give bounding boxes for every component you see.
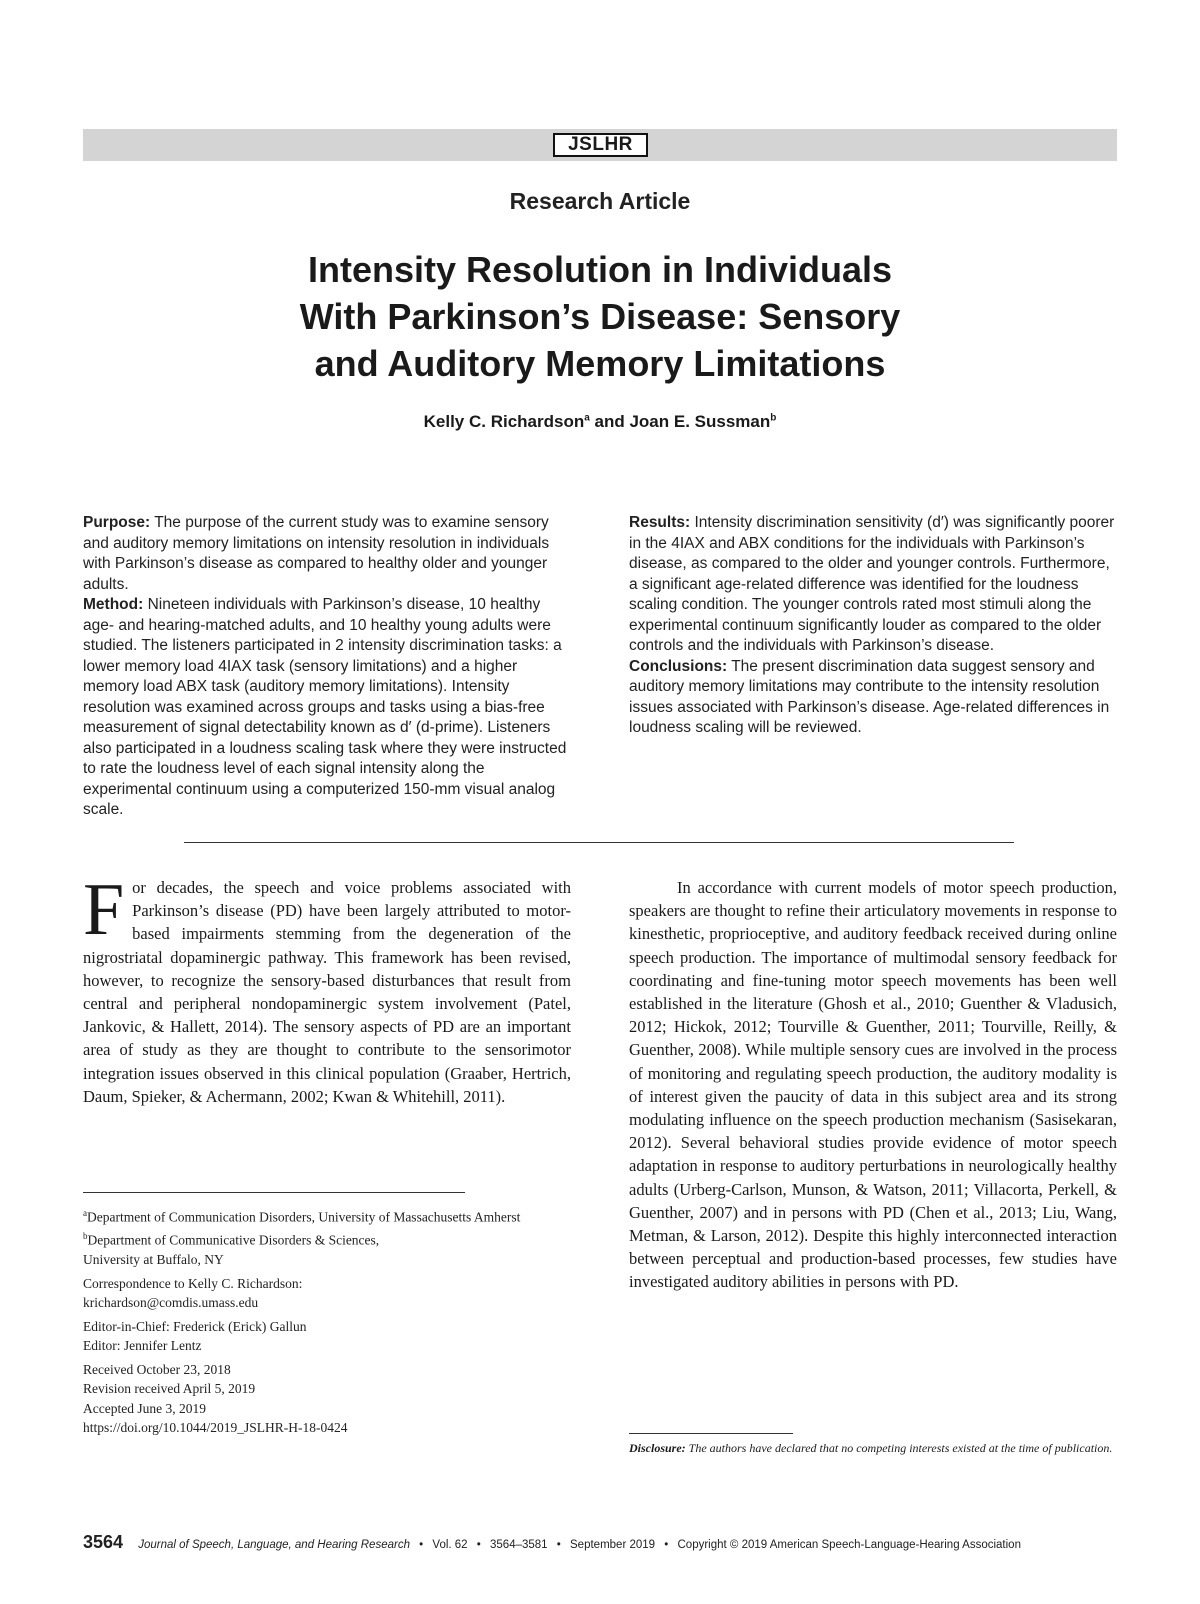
separator: • (664, 1539, 669, 1551)
abstract-text: Nineteen individuals with Parkinson’s disease, 10 healthy age- and hearing-matched adults, and 10 healthy young adults were studied. The listeners participated in 2 intensity discrimination tasks: a lower memory load 4IAX task (sensory limitations) and a higher memory load ABX task (auditory memory limitations). Intensity resolution was examined across groups and tasks using a bias-free measurement of signal detectability known as d′ (d-prime). Listeners also participated in a loudness scaling task where they were instructed to rate the loudness level of each signal intensity along the experimental continuum using a computerized 150-mm visual analog scale. (83, 596, 567, 818)
author-name: Joan E. Sussman (629, 412, 771, 431)
title-line: With Parkinson’s Disease: Sensory (299, 296, 901, 337)
journal-name: Journal of Speech, Language, and Hearing Research (138, 1539, 410, 1551)
abstract-label: Method: (83, 596, 144, 613)
disclosure-label: Disclosure: (629, 1441, 686, 1455)
copyright: Copyright © 2019 American Speech-Language-Hearing Association (677, 1539, 1021, 1551)
disclosure (629, 1440, 1117, 1457)
publication-date: September 2019 (570, 1539, 656, 1551)
correspondence-email[interactable]: krichardson@comdis.umass.edu (83, 1295, 259, 1310)
drop-cap: F (83, 869, 125, 951)
title-line: Intensity Resolution in Individuals (307, 249, 893, 290)
title-line: and Auditory Memory Limitations (314, 343, 886, 384)
affiliation-marker: b (770, 412, 777, 424)
abstract-right-column (629, 513, 1117, 739)
abstract-results (629, 513, 1117, 657)
article-type: Research Article (509, 188, 691, 214)
disclosure-text: The authors have declared that no competing interests existed at the time of publication. (685, 1441, 1113, 1455)
abstract-label: Purpose: (83, 514, 151, 531)
revision-date: Revision received April 5, 2019 (83, 1381, 256, 1396)
separator: • (419, 1539, 424, 1551)
disclosure-divider (629, 1433, 793, 1434)
article-title (180, 246, 1020, 387)
author-conjunction: and (589, 412, 630, 431)
abstract-conclusions (629, 657, 1117, 739)
abstract-divider (184, 842, 1014, 843)
page-number: 3564 (83, 1532, 124, 1552)
separator: • (476, 1539, 481, 1551)
affiliation-marker: a (584, 412, 590, 424)
abstract-purpose (83, 513, 571, 595)
volume: Vol. 62 (432, 1539, 468, 1551)
author-list (0, 412, 1200, 432)
correspondence: Correspondence to Kelly C. Richardson: (83, 1275, 303, 1291)
abstract-left-column (83, 513, 571, 883)
abstract-label: Conclusions: (629, 657, 728, 675)
affiliation-b-line2: University at Buffalo, NY (83, 1252, 224, 1267)
received-date: Received October 23, 2018 (83, 1361, 231, 1377)
accepted-date: Accepted June 3, 2019 (83, 1400, 206, 1416)
abstract-text: The present discrimination data suggest sensory and auditory memory limitations may contribute to the intensity resolution issues associated with Parkinson’s disease. Age-related differences in loudness scaling will be reviewed. (629, 657, 1110, 736)
body-paragraph (83, 869, 571, 1108)
page-footer (83, 1532, 1123, 1553)
body-paragraph: In accordance with current models of motor speech production, speakers are thought to refine their articulatory movements in response to kinesthetic, proprioceptive, and auditory feedback received during online speech production. The importance of multimodal sensory feedback for coordinating and fine-tuning motor speech movements has been well established in the literature (Ghosh et al., 2010; Guenther & Vladusich, 2012; Hickok, 2012; Tourville & Guenther, 2011; Tourville, Reilly, & Guenther, 2008). While multiple sensory cues are involved in the process of monitoring and regulating speech production, the auditory modality is of interest given the paucity of data in this subject area and its strong modulating influence on the speech production mechanism (Sasisekaran, 2012). Several behavioral studies provide evidence of motor speech adaptation in response to auditory perturbations in neurologically healthy adults (Urberg-Carlson, Munson, & Watson, 2011; Villacorta, Perkell, & Guenther, 2007) and in persons with PD (Chen et al., 2013; Liu, Wang, Metman, & Larson, 2012). Despite this highly interconnected interaction between perceptual and production-based processes, few studies have investigated auditory abilities in persons with PD. (629, 878, 1117, 1292)
author-name: Kelly C. Richardson (423, 412, 585, 431)
affiliation-text: Department of Communication Disorders, University of Massachusetts Amherst (87, 1209, 521, 1225)
affiliation-a (83, 1204, 583, 1227)
body-right-column (629, 876, 1117, 1294)
separator: • (556, 1539, 561, 1551)
affiliation-b (83, 1227, 583, 1250)
affiliation-text: Department of Communicative Disorders & Sciences, (87, 1232, 380, 1248)
editor-in-chief: Editor-in-Chief: Frederick (Erick) Gallun (83, 1318, 307, 1334)
journal-tag: JSLHR (553, 133, 648, 157)
page-range: 3564–3581 (490, 1539, 548, 1551)
footnote-divider (83, 1192, 465, 1193)
abstract-text: The purpose of the current study was to examine sensory and auditory memory limitations on intensity resolution in individuals with Parkinson’s disease as compared to healthy older and younger adults. (83, 514, 550, 593)
affiliation-marker: b (83, 1231, 88, 1241)
affiliation-marker: a (83, 1208, 87, 1218)
editor: Editor: Jennifer Lentz (83, 1338, 202, 1353)
doi-link[interactable]: https://doi.org/10.1044/2019_JSLHR-H-18-0424 (83, 1420, 348, 1435)
abstract-label: Results: (629, 514, 691, 531)
footnotes (83, 1204, 583, 1438)
body-text: or decades, the speech and voice problems associated with Parkinson’s disease (PD) have been largely attributed to motor-based impairments stemming from the degeneration of the nigrostriatal dopaminergic pathway. This framework has been revised, however, to recognize the sensory-based disturbances that result from central and peripheral nondopaminergic system involvement (Patel, Jankovic, & Hallett, 2014). The sensory aspects of PD are an important area of study as they are thought to contribute to the sensorimotor integration issues observed in this clinical population (Graaber, Hertrich, Daum, Spieker, & Achermann, 2002; Kwan & Whitehill, 2011). (83, 878, 571, 1106)
abstract-text: Intensity discrimination sensitivity (d′) was significantly poorer in the 4IAX and ABX conditions for the individuals with Parkinson’s disease, as compared to the older and younger controls. Furthermore, a significant age-related difference was identified for the loudness scaling condition. The younger controls rated most stimuli along the experimental continuum significantly louder as compared to the older controls and the individuals with Parkinson’s disease. (629, 514, 1115, 654)
abstract-method (83, 595, 571, 883)
body-left-column (83, 869, 571, 1108)
